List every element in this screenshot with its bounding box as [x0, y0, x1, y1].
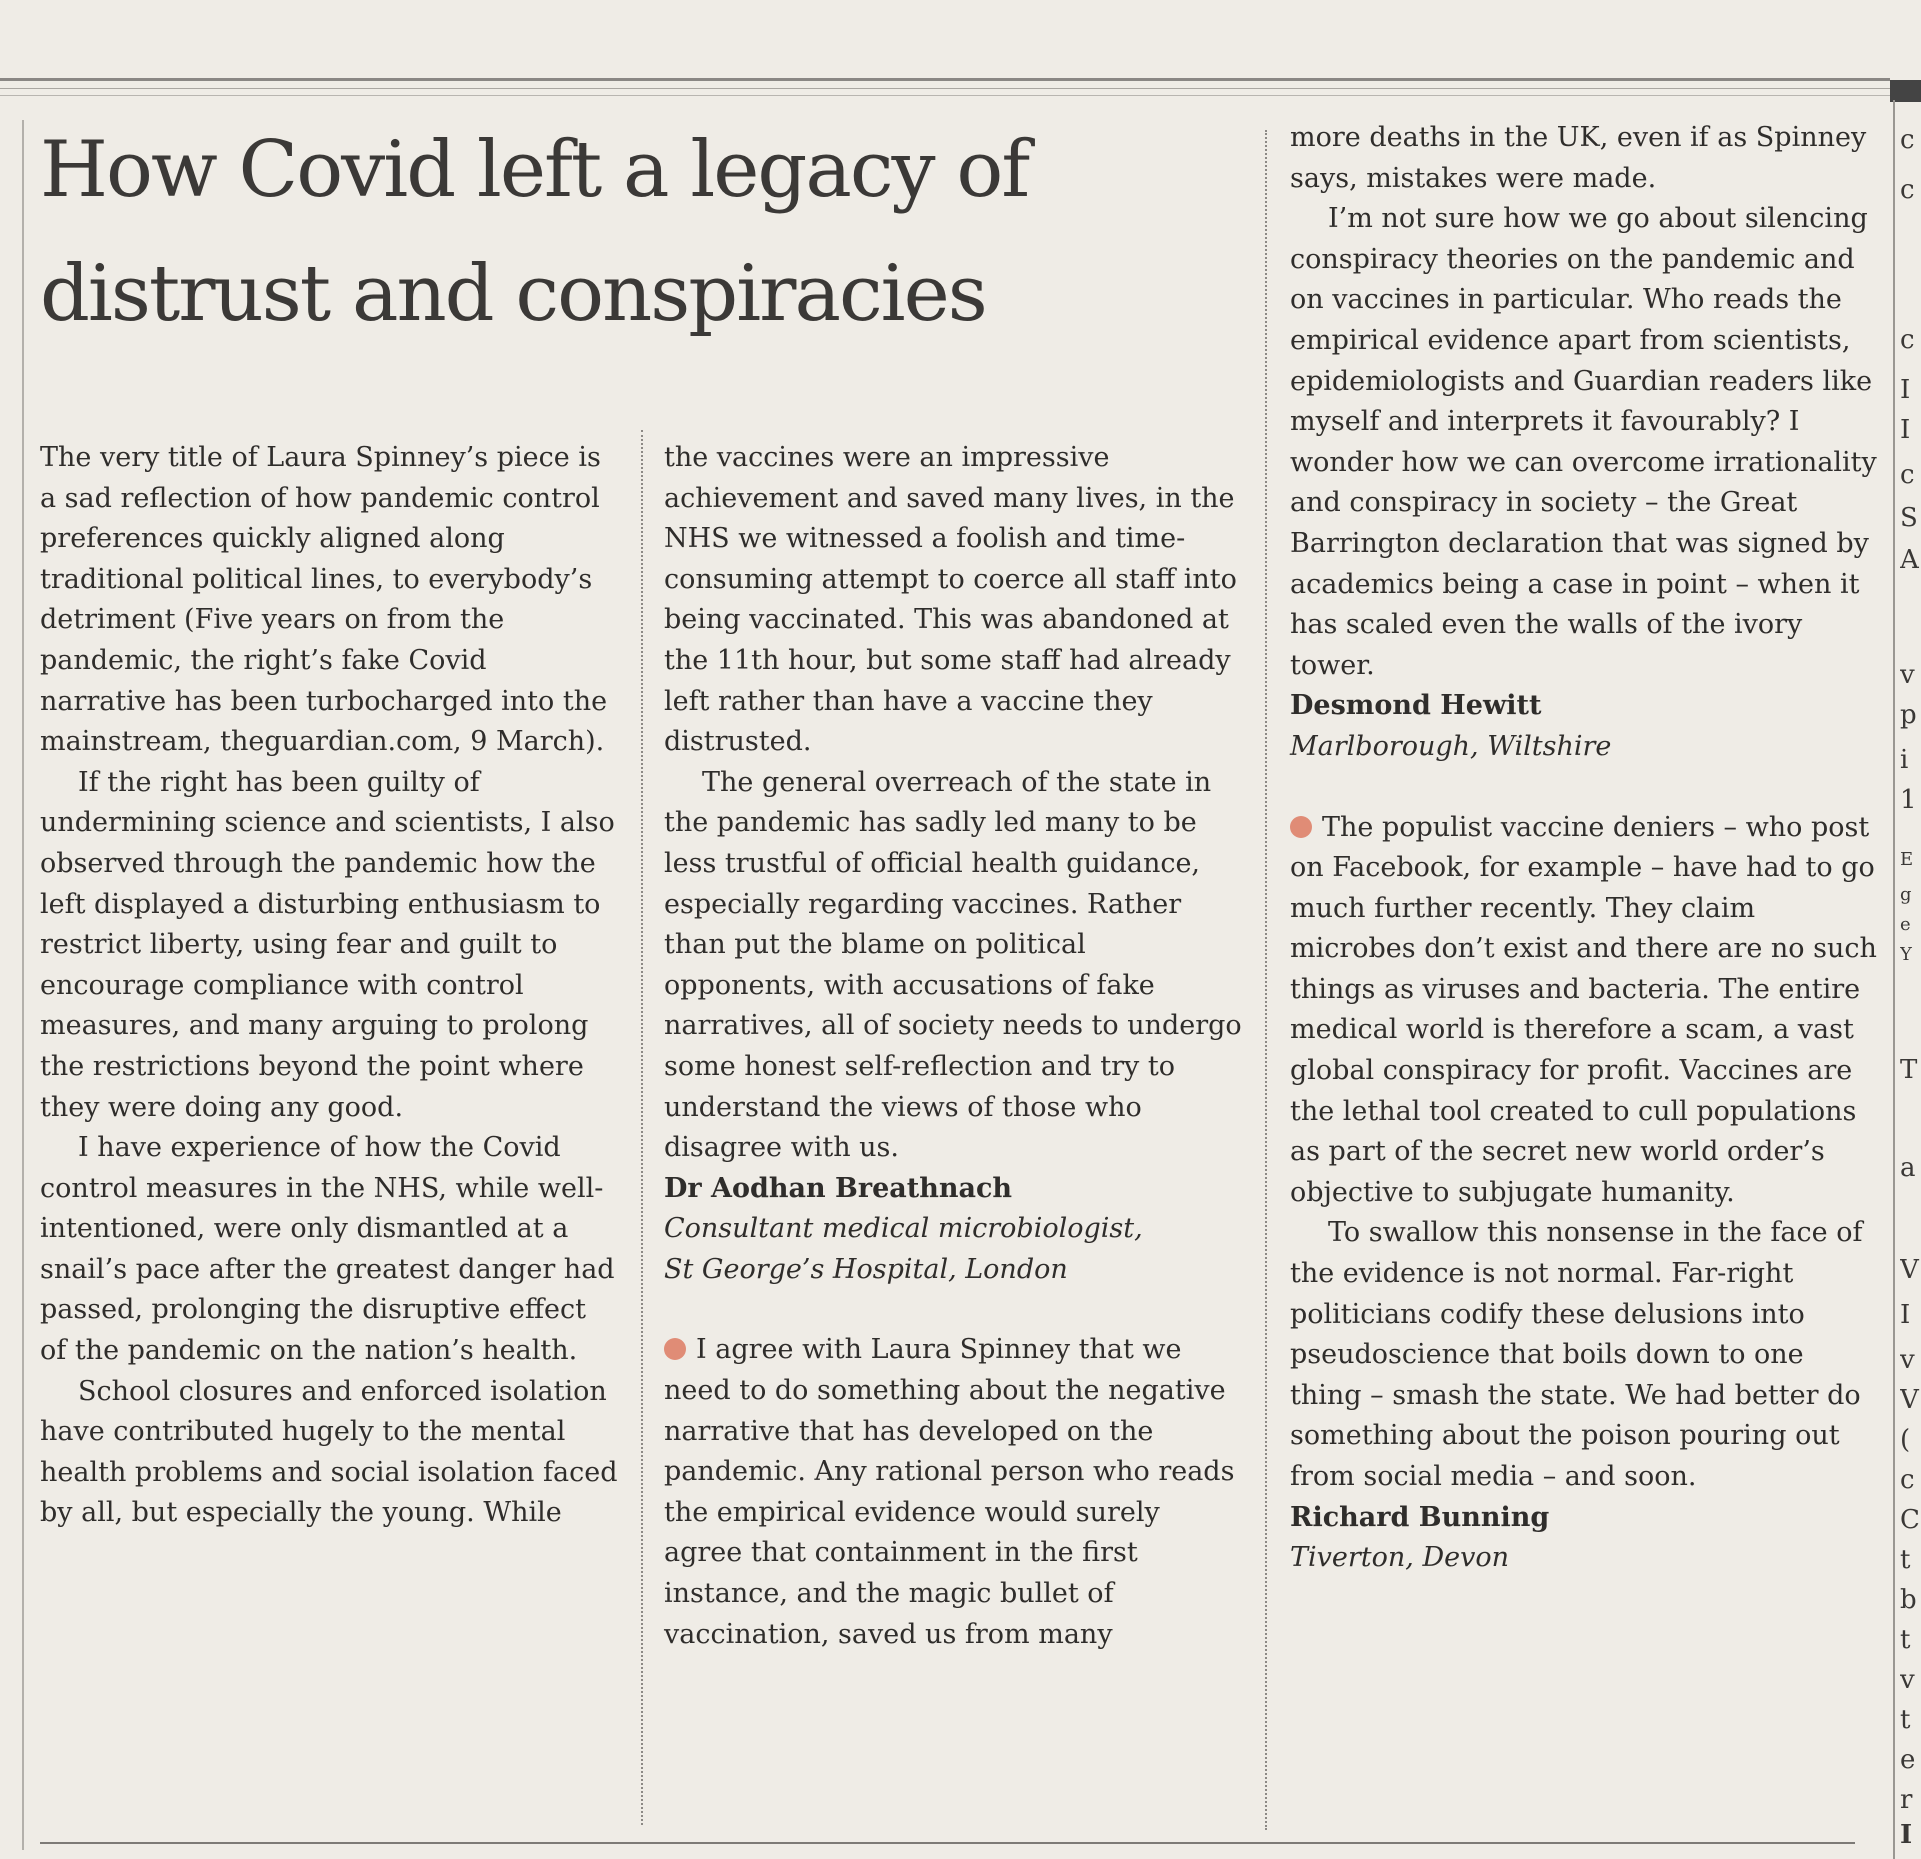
edge-fragment: g [1900, 884, 1912, 905]
edge-fragment: Y [1900, 944, 1912, 965]
letter-2-paragraph-2: more deaths in the UK, even if as Spinney says, mistakes were made. [1290, 122, 1867, 194]
edge-fragment: ( [1900, 1425, 1911, 1455]
edge-fragment: t [1900, 1625, 1911, 1655]
edge-fragment: I [1900, 1300, 1911, 1330]
edge-fragment: E [1900, 849, 1914, 870]
letter-gap [664, 1290, 1244, 1330]
bottom-rule [40, 1842, 1855, 1844]
edge-fragment: I [1900, 375, 1911, 405]
letter-3-paragraph-2: To swallow this nonsense in the face of the evidence is not normal. Far-right politicians codify these delusions into pseudoscience that boils down to one thing – smash the state. We had better do something about the poison pouring out from social media – and soon. [1290, 1217, 1863, 1492]
letter-3-location: Tiverton, Devon [1290, 1542, 1509, 1574]
letter-2-location: Marlborough, Wiltshire [1290, 730, 1612, 762]
edge-fragment: b [1900, 1585, 1917, 1615]
edge-fragment: c [1900, 460, 1915, 490]
top-rule-thin-2 [0, 95, 1890, 96]
edge-fragment: c [1900, 175, 1915, 205]
right-column-rule [1893, 100, 1895, 1859]
letter-2-author: Desmond Hewitt [1290, 690, 1542, 722]
column-divider-2 [1265, 130, 1267, 1830]
edge-fragment: c [1900, 125, 1915, 155]
edge-fragment: c [1900, 325, 1915, 355]
column-1 [40, 438, 620, 1534]
edge-fragment: T [1900, 1055, 1918, 1085]
headline-line-2: distrust and conspiracies [40, 249, 986, 339]
edge-fragment: e [1900, 1745, 1916, 1775]
letter-1-paragraph-4: School closures and enforced isolation have contributed hugely to the mental health problems and social isolation faced by all, but especially the young. While [40, 1375, 618, 1529]
edge-fragment: V [1900, 1255, 1919, 1285]
edge-fragment: C [1900, 1505, 1920, 1535]
column-3 [1290, 118, 1880, 1579]
edge-fragment: V [1900, 1385, 1919, 1415]
letter-3-author: Richard Bunning [1290, 1501, 1550, 1533]
letter-1-role-line-1: Consultant medical microbiologist, [664, 1213, 1143, 1245]
letter-1-paragraph-5: the vaccines were an impressive achievement and saved many lives, in the NHS we witnessed a foolish and time-consuming attempt to coerce all staff into being vaccinated. This was abandoned at the 11th hour, but some staff had already left rather than have a vaccine they distrusted. [664, 442, 1237, 758]
edge-fragment: A [1900, 545, 1919, 575]
letter-1-paragraph-1: The very title of Laura Spinney’s piece is a sad reflection of how pandemic control preferences quickly aligned along traditional political lines, to everybody’s detriment (Five years on from the pandemic, the right’s fake Covid narrative has been turbocharged into the mainstream, theguardian.com, 9 March). [40, 442, 608, 758]
edge-fragment: v [1900, 1665, 1915, 1695]
letter-2-paragraph-3: I’m not sure how we go about silencing conspiracy theories on the pandemic and on vaccines in particular. Who reads the empirical evidence apart from scientists, epidemiologists and Guardian readers like myself and interprets it favourably? I wonder how we can overcome irrationality and conspiracy in society – the Great Barrington declaration that was signed by academics being a case in point – when it has scaled even the walls of the ivory tower. [1290, 203, 1877, 681]
edge-fragment: r [1900, 1785, 1913, 1815]
column-2 [664, 438, 1244, 1655]
letter-1-author: Dr Aodhan Breathnach [664, 1172, 1013, 1204]
bullet-dot-icon [664, 1338, 686, 1360]
letter-3-paragraph-1 [1290, 808, 1880, 1214]
edge-fragment: t [1900, 1705, 1911, 1735]
edge-fragment: c [1900, 1465, 1915, 1495]
headline-line-1: How Covid left a legacy of [40, 125, 1029, 215]
edge-fragment: 1 [1900, 785, 1917, 815]
letter-2-paragraph-1-text: I agree with Laura Spinney that we need to do something about the negative narrative that has developed on the pandemic. Any rational person who reads the empirical evidence would surely agree that containment in the first instance, and the magic bullet of vaccination, saved us from many [664, 1334, 1235, 1650]
edge-fragment: e [1900, 914, 1911, 935]
edge-fragment: v [1900, 660, 1915, 690]
letter-gap [1290, 768, 1880, 808]
edge-fragment: v [1900, 1345, 1915, 1375]
letter-2-paragraph-1 [664, 1330, 1244, 1655]
top-rule [0, 78, 1890, 81]
letter-3-paragraph-1-text: The populist vaccine deniers – who post on Facebook, for example – have had to go much further recently. They claim microbes don’t exist and there are no such things as viruses and bacteria. The entire medical world is therefore a scam, a vast global conspiracy for profit. Vaccines are the lethal tool created to cull populations as part of the secret new world order’s objective to subjugate humanity. [1290, 811, 1877, 1208]
letter-1-paragraph-2: If the right has been guilty of undermining science and scientists, I also observed through the pandemic how the left displayed a disturbing enthusiasm to restrict liberty, using fear and guilt to encourage compliance with control measures, and many arguing to prolong the restrictions beyond the point where they were doing any good. [40, 766, 615, 1123]
edge-fragment: p [1900, 700, 1917, 730]
left-column-rule [22, 120, 24, 1850]
edge-fragment: S [1900, 503, 1918, 533]
bullet-dot-icon [1290, 816, 1312, 838]
top-rule-thin [0, 88, 1890, 89]
edge-fragment: t [1900, 1545, 1911, 1575]
page-edge-bar [1890, 80, 1921, 102]
edge-fragment: i [1900, 745, 1909, 775]
letter-1-paragraph-3: I have experience of how the Covid control measures in the NHS, while well-intentioned, were only dismantled at a snail’s pace after the greatest danger had passed, prolonging the disruptive effect of the pandemic on the nation’s health. [40, 1132, 615, 1367]
edge-fragment: I [1900, 415, 1911, 445]
edge-fragment: a [1900, 1153, 1916, 1183]
letter-1-paragraph-6: The general overreach of the state in the pandemic has sadly led many to be less trustful of official health guidance, especially regarding vaccines. Rather than put the blame on political opponents, with accusations of fake narratives, all of society needs to undergo some honest self-reflection and try to understand the views of those who disagree with us. [664, 766, 1242, 1164]
letter-1-role-line-2: St George’s Hospital, London [664, 1253, 1068, 1285]
headline [40, 108, 1260, 356]
column-divider-1 [641, 430, 643, 1825]
edge-fragment: I [1900, 1820, 1913, 1850]
